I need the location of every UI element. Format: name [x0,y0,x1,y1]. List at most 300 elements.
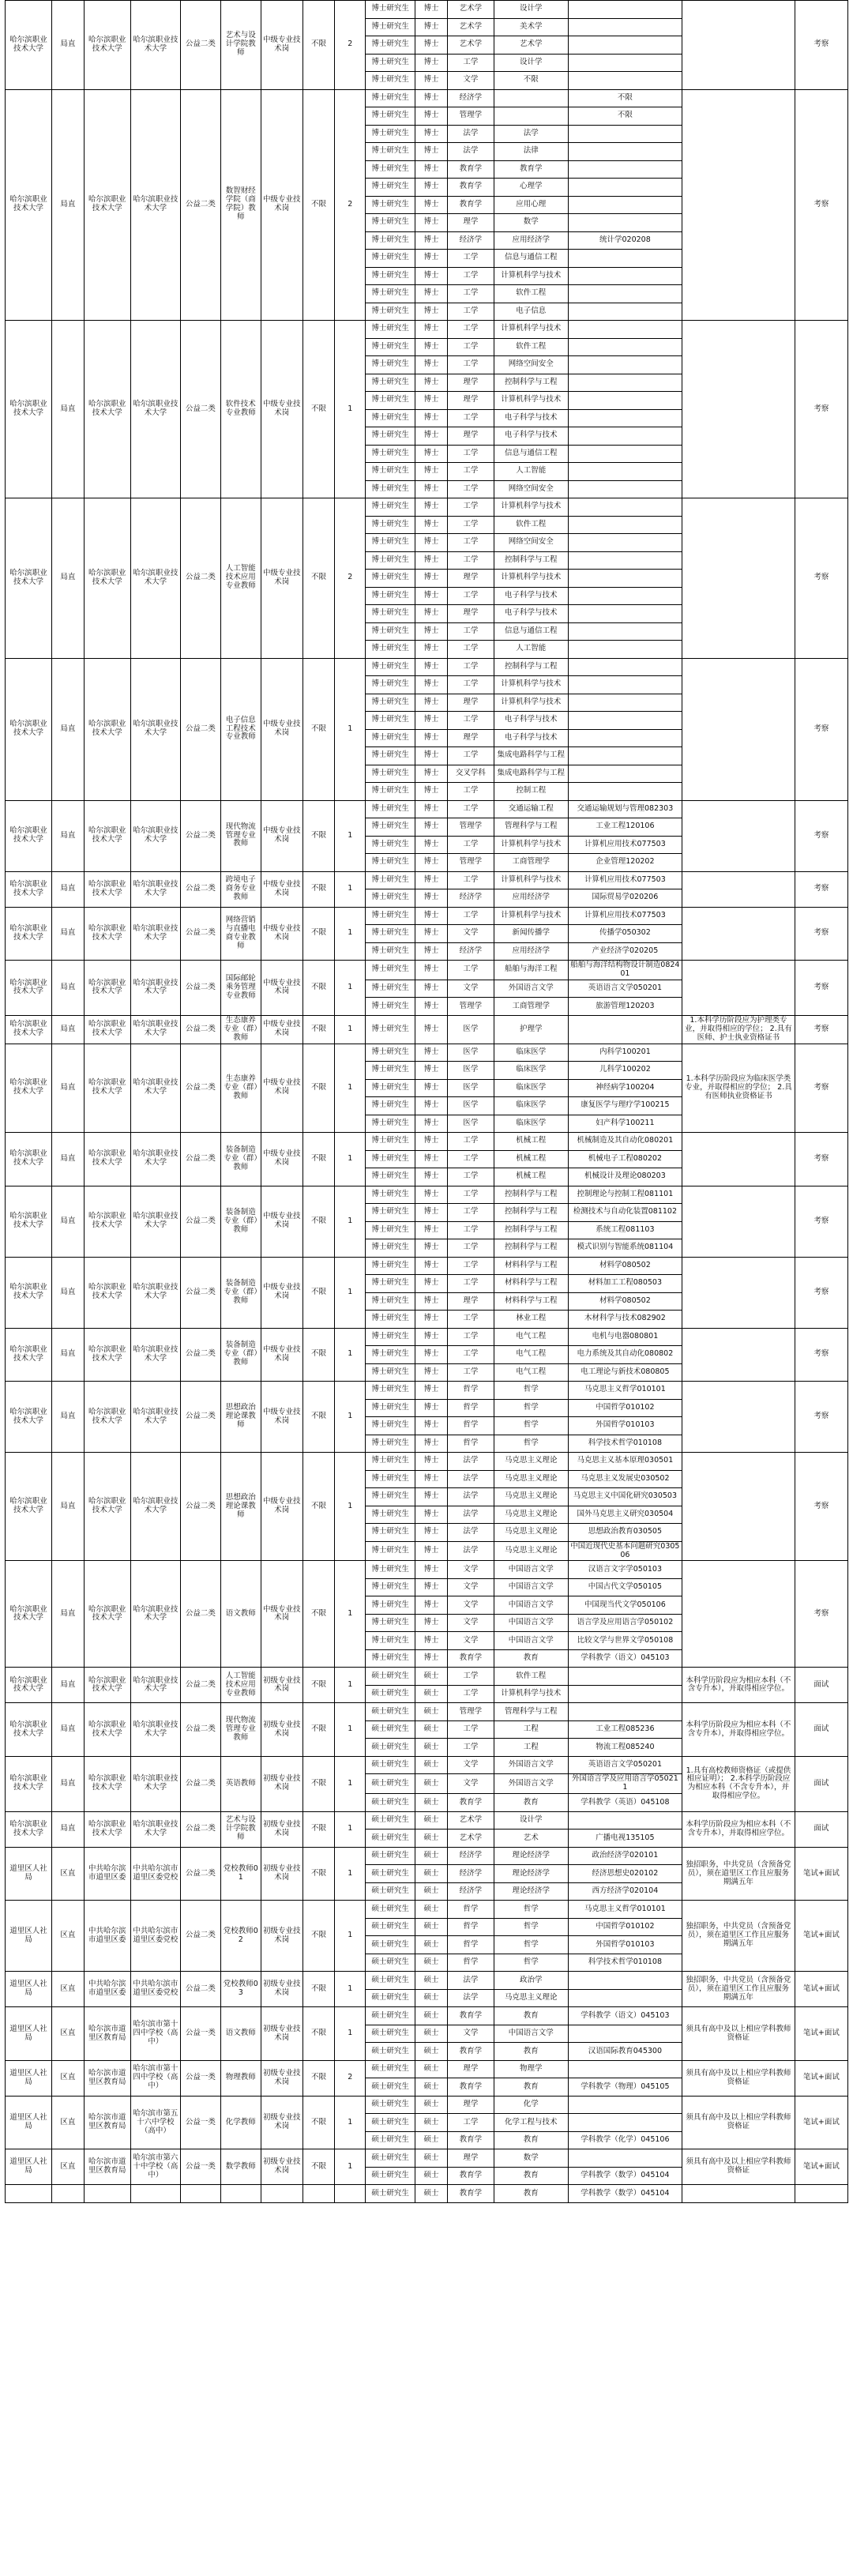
sub-major-cell: 物流工程085240 [568,1739,682,1757]
dept-cell: 哈尔滨职业技术大学 [6,1756,52,1811]
headcount-cell: 1 [335,1811,366,1847]
headcount-cell: 1 [335,1703,366,1757]
education-cell: 博士研究生 [366,338,415,356]
major-cell: 马克思主义理论 [494,1453,568,1471]
unit-cell: 哈尔滨市第十四中学校（高中） [130,2007,180,2061]
degree-cell: 硕士 [415,1774,448,1794]
discipline-cell: 医学 [447,1015,494,1044]
discipline-cell: 工学 [447,54,494,72]
discipline-cell: 文学 [447,2025,494,2043]
sub-major-cell [568,783,682,801]
nature-cell: 局直 [52,1044,85,1133]
major-cell: 控制科学与工程 [494,1186,568,1204]
exam-method-cell: 考察 [795,1133,847,1186]
degree-cell: 博士 [415,925,448,943]
requirement-cell: 不限 [302,498,335,659]
sub-major-cell [568,641,682,659]
headcount-cell: 1 [335,1015,366,1044]
major-cell: 教育 [494,2131,568,2149]
discipline-cell: 法学 [447,125,494,143]
major-cell: 信息与通信工程 [494,250,568,268]
headcount-cell: 1 [335,1972,366,2007]
major-cell: 应用心理 [494,196,568,214]
education-cell: 博士研究生 [366,1133,415,1151]
major-cell: 工商管理学 [494,854,568,872]
sub-major-cell: 材料学080502 [568,1257,682,1275]
discipline-cell: 法学 [447,1506,494,1524]
major-cell: 机械工程 [494,1168,568,1186]
nature-cell: 区直 [52,2007,85,2061]
post-type-cell: 中级专业技术岗 [261,1453,302,1561]
headcount-cell: 1 [335,1901,366,1972]
exam-method-cell: 考察 [795,961,847,1016]
degree-cell: 硕士 [415,1685,448,1703]
major-cell: 马克思主义理论 [494,1541,568,1561]
requirement-cell: 不限 [302,1703,335,1757]
discipline-cell: 理学 [447,1292,494,1311]
dept-cell: 哈尔滨职业技术大学 [6,961,52,1016]
category-cell: 公益二类 [180,1847,220,1901]
post-name-cell [220,2185,261,2203]
post-type-cell: 中级专业技术岗 [261,1133,302,1186]
education-cell: 博士研究生 [366,72,415,90]
education-cell: 博士研究生 [366,889,415,908]
sub-major-cell [568,2114,682,2132]
dept-cell: 哈尔滨职业技术大学 [6,1703,52,1757]
degree-cell: 博士 [415,836,448,854]
education-cell: 博士研究生 [366,1649,415,1668]
sub-major-cell: 外国哲学010103 [568,1936,682,1954]
discipline-cell: 教育学 [447,179,494,197]
supervisor-cell: 哈尔滨市道里区教育局 [84,2060,130,2096]
post-name-cell: 现代物流管理专业教师 [220,1703,261,1757]
sub-major-cell: 企业管理120202 [568,854,682,872]
discipline-cell: 教育学 [447,2007,494,2025]
unit-cell: 哈尔滨职业技术大学 [130,1382,180,1453]
major-cell: 哲学 [494,1399,568,1417]
education-cell: 硕士研究生 [366,1901,415,1919]
sub-major-cell: 模式识别与智能系统081104 [568,1239,682,1258]
headcount-cell: 1 [335,800,366,871]
education-cell: 博士研究生 [366,1062,415,1080]
note-cell [682,1382,795,1453]
discipline-cell: 工学 [447,907,494,925]
sub-major-cell [568,196,682,214]
education-cell: 博士研究生 [366,107,415,126]
dept-cell: 道里区人社局 [6,2149,52,2185]
major-cell: 设计学 [494,1811,568,1830]
nature-cell: 局直 [52,658,85,800]
discipline-cell: 艺术学 [447,36,494,55]
discipline-cell: 工学 [447,1668,494,1686]
degree-cell: 博士 [415,551,448,570]
education-cell: 博士研究生 [366,1168,415,1186]
requirement-cell: 不限 [302,1901,335,1972]
discipline-cell: 工学 [447,463,494,481]
discipline-cell: 教育学 [447,1794,494,1812]
discipline-cell: 文学 [447,1578,494,1596]
headcount-cell: 2 [335,498,366,659]
education-cell: 硕士研究生 [366,1847,415,1865]
major-cell: 工程 [494,1720,568,1739]
unit-cell: 哈尔滨职业技术大学 [130,1044,180,1133]
sub-major-cell: 机械制造及其自动化080201 [568,1133,682,1151]
education-cell: 硕士研究生 [366,2185,415,2203]
education-cell: 博士研究生 [366,356,415,374]
major-cell: 控制科学与工程 [494,658,568,676]
degree-cell: 博士 [415,605,448,623]
post-name-cell: 装备制造专业（群）教师 [220,1133,261,1186]
degree-cell: 博士 [415,1133,448,1151]
degree-cell: 硕士 [415,1954,448,1972]
unit-cell: 中共哈尔滨市道里区委党校 [130,1972,180,2007]
note-cell [682,89,795,321]
degree-cell: 硕士 [415,2167,448,2185]
supervisor-cell: 哈尔滨职业技术大学 [84,1044,130,1133]
discipline-cell: 文学 [447,1756,494,1774]
major-cell: 哲学 [494,1918,568,1936]
post-name-cell: 语文教师 [220,2007,261,2061]
unit-cell: 哈尔滨职业技术大学 [130,871,180,907]
post-type-cell [261,2185,302,2203]
education-cell: 博士研究生 [366,605,415,623]
discipline-cell: 工学 [447,250,494,268]
post-type-cell: 初级专业技术岗 [261,2149,302,2185]
dept-cell: 哈尔滨职业技术大学 [6,1044,52,1133]
major-cell: 马克思主义理论 [494,1506,568,1524]
degree-cell: 博士 [415,143,448,161]
note-cell: 本科学历阶段应为相应本科（不含专升本），并取得相应学位。 [682,1703,795,1757]
unit-cell [130,2185,180,2203]
discipline-cell: 医学 [447,1115,494,1133]
sub-major-cell [568,480,682,498]
nature-cell: 局直 [52,1382,85,1453]
degree-cell: 博士 [415,587,448,605]
category-cell: 公益二类 [180,1972,220,2007]
exam-method-cell [795,2185,847,2203]
note-cell: 须具有高中及以上相应学科教师资格证 [682,2060,795,2096]
note-cell [682,2185,795,2203]
requirement-cell: 不限 [302,1847,335,1901]
post-type-cell: 中级专业技术岗 [261,1382,302,1453]
requirement-cell: 不限 [302,1257,335,1328]
discipline-cell: 教育学 [447,2167,494,2185]
degree-cell: 博士 [415,676,448,694]
unit-cell: 哈尔滨职业技术大学 [130,1015,180,1044]
degree-cell: 博士 [415,356,448,374]
category-cell: 公益二类 [180,1703,220,1757]
degree-cell: 硕士 [415,1703,448,1721]
major-cell: 数学 [494,214,568,232]
education-cell: 硕士研究生 [366,2025,415,2043]
post-name-cell: 语文教师 [220,1561,261,1668]
supervisor-cell: 哈尔滨职业技术大学 [84,498,130,659]
discipline-cell: 工学 [447,1150,494,1168]
note-cell [682,1186,795,1257]
education-cell: 博士研究生 [366,1614,415,1632]
major-cell: 材料科学与工程 [494,1257,568,1275]
dept-cell: 哈尔滨职业技术大学 [6,1186,52,1257]
unit-cell: 哈尔滨职业技术大学 [130,1,180,90]
degree-cell: 博士 [415,1097,448,1115]
sub-major-cell: 不限 [568,107,682,126]
sub-major-cell: 控制理论与控制工程081101 [568,1186,682,1204]
supervisor-cell: 中共哈尔滨市道里区委 [84,1847,130,1901]
sub-major-cell [568,658,682,676]
degree-cell: 博士 [415,1488,448,1506]
major-cell: 电子科学与技术 [494,712,568,730]
major-cell: 电子科学与技术 [494,427,568,446]
sub-major-cell: 产业经济学020205 [568,942,682,961]
table-row [6,1703,848,1721]
major-cell: 计算机科学与技术 [494,907,568,925]
major-cell: 艺术学 [494,36,568,55]
discipline-cell: 哲学 [447,1435,494,1453]
unit-cell: 哈尔滨职业技术大学 [130,1328,180,1382]
table-row [6,1257,848,1275]
degree-cell: 博士 [415,1435,448,1453]
major-cell: 计算机科学与技术 [494,392,568,410]
degree-cell: 博士 [415,374,448,392]
sub-major-cell: 工业工程085236 [568,1720,682,1739]
post-name-cell: 装备制造专业（群）教师 [220,1328,261,1382]
unit-cell: 哈尔滨职业技术大学 [130,1186,180,1257]
category-cell: 公益二类 [180,800,220,871]
table-row [6,1756,848,1774]
major-cell: 临床医学 [494,1044,568,1062]
discipline-cell: 哲学 [447,1901,494,1919]
major-cell: 教育 [494,1794,568,1812]
education-cell: 博士研究生 [366,427,415,446]
headcount-cell: 1 [335,2096,366,2149]
major-cell: 电气工程 [494,1346,568,1364]
dept-cell: 哈尔滨职业技术大学 [6,871,52,907]
major-cell: 控制科学与工程 [494,1221,568,1239]
sub-major-cell: 传播学050302 [568,925,682,943]
supervisor-cell: 哈尔滨职业技术大学 [84,871,130,907]
major-cell: 计算机科学与技术 [494,676,568,694]
note-cell [682,907,795,961]
major-cell: 哲学 [494,1417,568,1435]
major-cell: 网络空间安全 [494,534,568,552]
education-cell: 硕士研究生 [366,2131,415,2149]
education-cell: 博士研究生 [366,1435,415,1453]
degree-cell: 博士 [415,1614,448,1632]
discipline-cell: 教育学 [447,196,494,214]
education-cell: 博士研究生 [366,1328,415,1346]
table-row [6,89,848,107]
discipline-cell: 经济学 [447,889,494,908]
education-cell: 博士研究生 [366,961,415,980]
education-cell: 博士研究生 [366,409,415,427]
table-row [6,907,848,925]
sub-major-cell [568,463,682,481]
degree-cell: 博士 [415,818,448,837]
dept-cell: 哈尔滨职业技术大学 [6,1453,52,1561]
post-type-cell: 中级专业技术岗 [261,1328,302,1382]
requirement-cell: 不限 [302,2149,335,2185]
major-cell: 临床医学 [494,1079,568,1097]
major-cell: 工程 [494,1739,568,1757]
discipline-cell: 文学 [447,980,494,998]
sub-major-cell [568,1989,682,2007]
degree-cell: 博士 [415,179,448,197]
degree-cell: 博士 [415,942,448,961]
supervisor-cell [84,2185,130,2203]
unit-cell: 哈尔滨职业技术大学 [130,961,180,1016]
education-cell: 博士研究生 [366,160,415,179]
sub-major-cell: 国际贸易学020206 [568,889,682,908]
sub-major-cell [568,1972,682,1990]
post-type-cell: 初级专业技术岗 [261,1703,302,1757]
supervisor-cell: 哈尔滨市道里区教育局 [84,2007,130,2061]
exam-method-cell: 考察 [795,1561,847,1668]
major-cell: 临床医学 [494,1062,568,1080]
discipline-cell: 工学 [447,516,494,534]
degree-cell: 硕士 [415,1668,448,1686]
education-cell: 博士研究生 [366,1541,415,1561]
education-cell: 博士研究生 [366,570,415,588]
education-cell: 硕士研究生 [366,1830,415,1848]
table-row [6,1328,848,1346]
discipline-cell: 工学 [447,551,494,570]
degree-cell: 博士 [415,658,448,676]
table-row [6,1453,848,1471]
degree-cell: 博士 [415,1649,448,1668]
headcount-cell: 1 [335,1044,366,1133]
note-cell [682,1257,795,1328]
post-type-cell: 初级专业技术岗 [261,2007,302,2061]
post-name-cell: 电子信息工程技术专业教师 [220,658,261,800]
discipline-cell: 艺术学 [447,18,494,36]
sub-major-cell: 学科教学（语文）045103 [568,2007,682,2025]
exam-method-cell: 面试 [795,1756,847,1811]
table-row [6,2185,848,2203]
category-cell: 公益二类 [180,1,220,90]
requirement-cell: 不限 [302,907,335,961]
major-cell: 电子科学与技术 [494,729,568,747]
headcount-cell: 1 [335,321,366,498]
post-name-cell: 数学教师 [220,2149,261,2185]
sub-major-cell [568,2096,682,2114]
dept-cell: 哈尔滨职业技术大学 [6,1015,52,1044]
degree-cell: 博士 [415,1015,448,1044]
sub-major-cell: 学科教学（物理）045105 [568,2078,682,2097]
discipline-cell: 理学 [447,2149,494,2168]
education-cell: 硕士研究生 [366,1811,415,1830]
exam-method-cell: 考察 [795,1453,847,1561]
note-cell: 本科学历阶段应为相应本科（不含专升本），并取得相应学位。 [682,1811,795,1847]
category-cell: 公益二类 [180,871,220,907]
post-name-cell: 软件技术专业教师 [220,321,261,498]
degree-cell: 硕士 [415,1756,448,1774]
education-cell: 博士研究生 [366,980,415,998]
unit-cell: 哈尔滨职业技术大学 [130,1257,180,1328]
degree-cell: 博士 [415,1239,448,1258]
requirement-cell: 不限 [302,1,335,90]
nature-cell: 局直 [52,961,85,1016]
degree-cell: 博士 [415,231,448,250]
education-cell: 硕士研究生 [366,1720,415,1739]
degree-cell: 博士 [415,1292,448,1311]
discipline-cell: 工学 [447,534,494,552]
discipline-cell: 法学 [447,1989,494,2007]
education-cell: 博士研究生 [366,1186,415,1204]
sub-major-cell [568,160,682,179]
exam-method-cell: 考察 [795,1015,847,1044]
category-cell: 公益二类 [180,658,220,800]
discipline-cell: 理学 [447,214,494,232]
degree-cell: 硕士 [415,1830,448,1848]
discipline-cell: 工学 [447,783,494,801]
degree-cell: 硕士 [415,1989,448,2007]
major-cell: 中国语言文学 [494,1596,568,1615]
sub-major-cell [568,214,682,232]
major-cell: 政治学 [494,1972,568,1990]
degree-cell: 硕士 [415,1720,448,1739]
discipline-cell: 经济学 [447,1882,494,1901]
table-row [6,2149,848,2168]
supervisor-cell: 哈尔滨职业技术大学 [84,1668,130,1703]
sub-major-cell: 思想政治教育030505 [568,1524,682,1542]
supervisor-cell: 哈尔滨职业技术大学 [84,907,130,961]
sub-major-cell: 马克思主义哲学010101 [568,1382,682,1400]
post-type-cell: 中级专业技术岗 [261,1561,302,1668]
discipline-cell: 工学 [447,498,494,517]
degree-cell: 博士 [415,338,448,356]
discipline-cell: 工学 [447,356,494,374]
sub-major-cell: 计算机应用技术077503 [568,907,682,925]
note-cell [682,321,795,498]
exam-method-cell: 面试 [795,1811,847,1847]
discipline-cell: 工学 [447,1739,494,1757]
education-cell: 博士研究生 [366,907,415,925]
education-cell: 博士研究生 [366,998,415,1016]
category-cell: 公益二类 [180,498,220,659]
major-cell: 哲学 [494,1901,568,1919]
major-cell: 电子科学与技术 [494,605,568,623]
education-cell: 博士研究生 [366,303,415,321]
sub-major-cell [568,605,682,623]
requirement-cell: 不限 [302,1668,335,1703]
major-cell: 教育 [494,2007,568,2025]
degree-cell: 博士 [415,196,448,214]
table-row [6,1044,848,1062]
post-type-cell: 中级专业技术岗 [261,1,302,90]
sub-major-cell: 英语语言文学050201 [568,980,682,998]
education-cell: 博士研究生 [366,1382,415,1400]
nature-cell: 局直 [52,1257,85,1328]
note-cell: 本科学历阶段应为相应本科（不含专升本），并取得相应学位。 [682,1668,795,1703]
sub-major-cell [568,54,682,72]
education-cell: 博士研究生 [366,463,415,481]
discipline-cell: 管理学 [447,107,494,126]
unit-cell: 中共哈尔滨市道里区委党校 [130,1901,180,1972]
sub-major-cell [568,2025,682,2043]
discipline-cell: 工学 [447,871,494,889]
sub-major-cell: 科学技术哲学010108 [568,1954,682,1972]
degree-cell: 博士 [415,285,448,303]
post-name-cell: 网络营销与直播电商专业教师 [220,907,261,961]
degree-cell: 博士 [415,712,448,730]
degree-cell: 博士 [415,267,448,285]
education-cell: 博士研究生 [366,18,415,36]
discipline-cell: 工学 [447,1346,494,1364]
supervisor-cell: 哈尔滨职业技术大学 [84,961,130,1016]
degree-cell: 博士 [415,1257,448,1275]
sub-major-cell: 神经病学100204 [568,1079,682,1097]
education-cell: 博士研究生 [366,1417,415,1435]
